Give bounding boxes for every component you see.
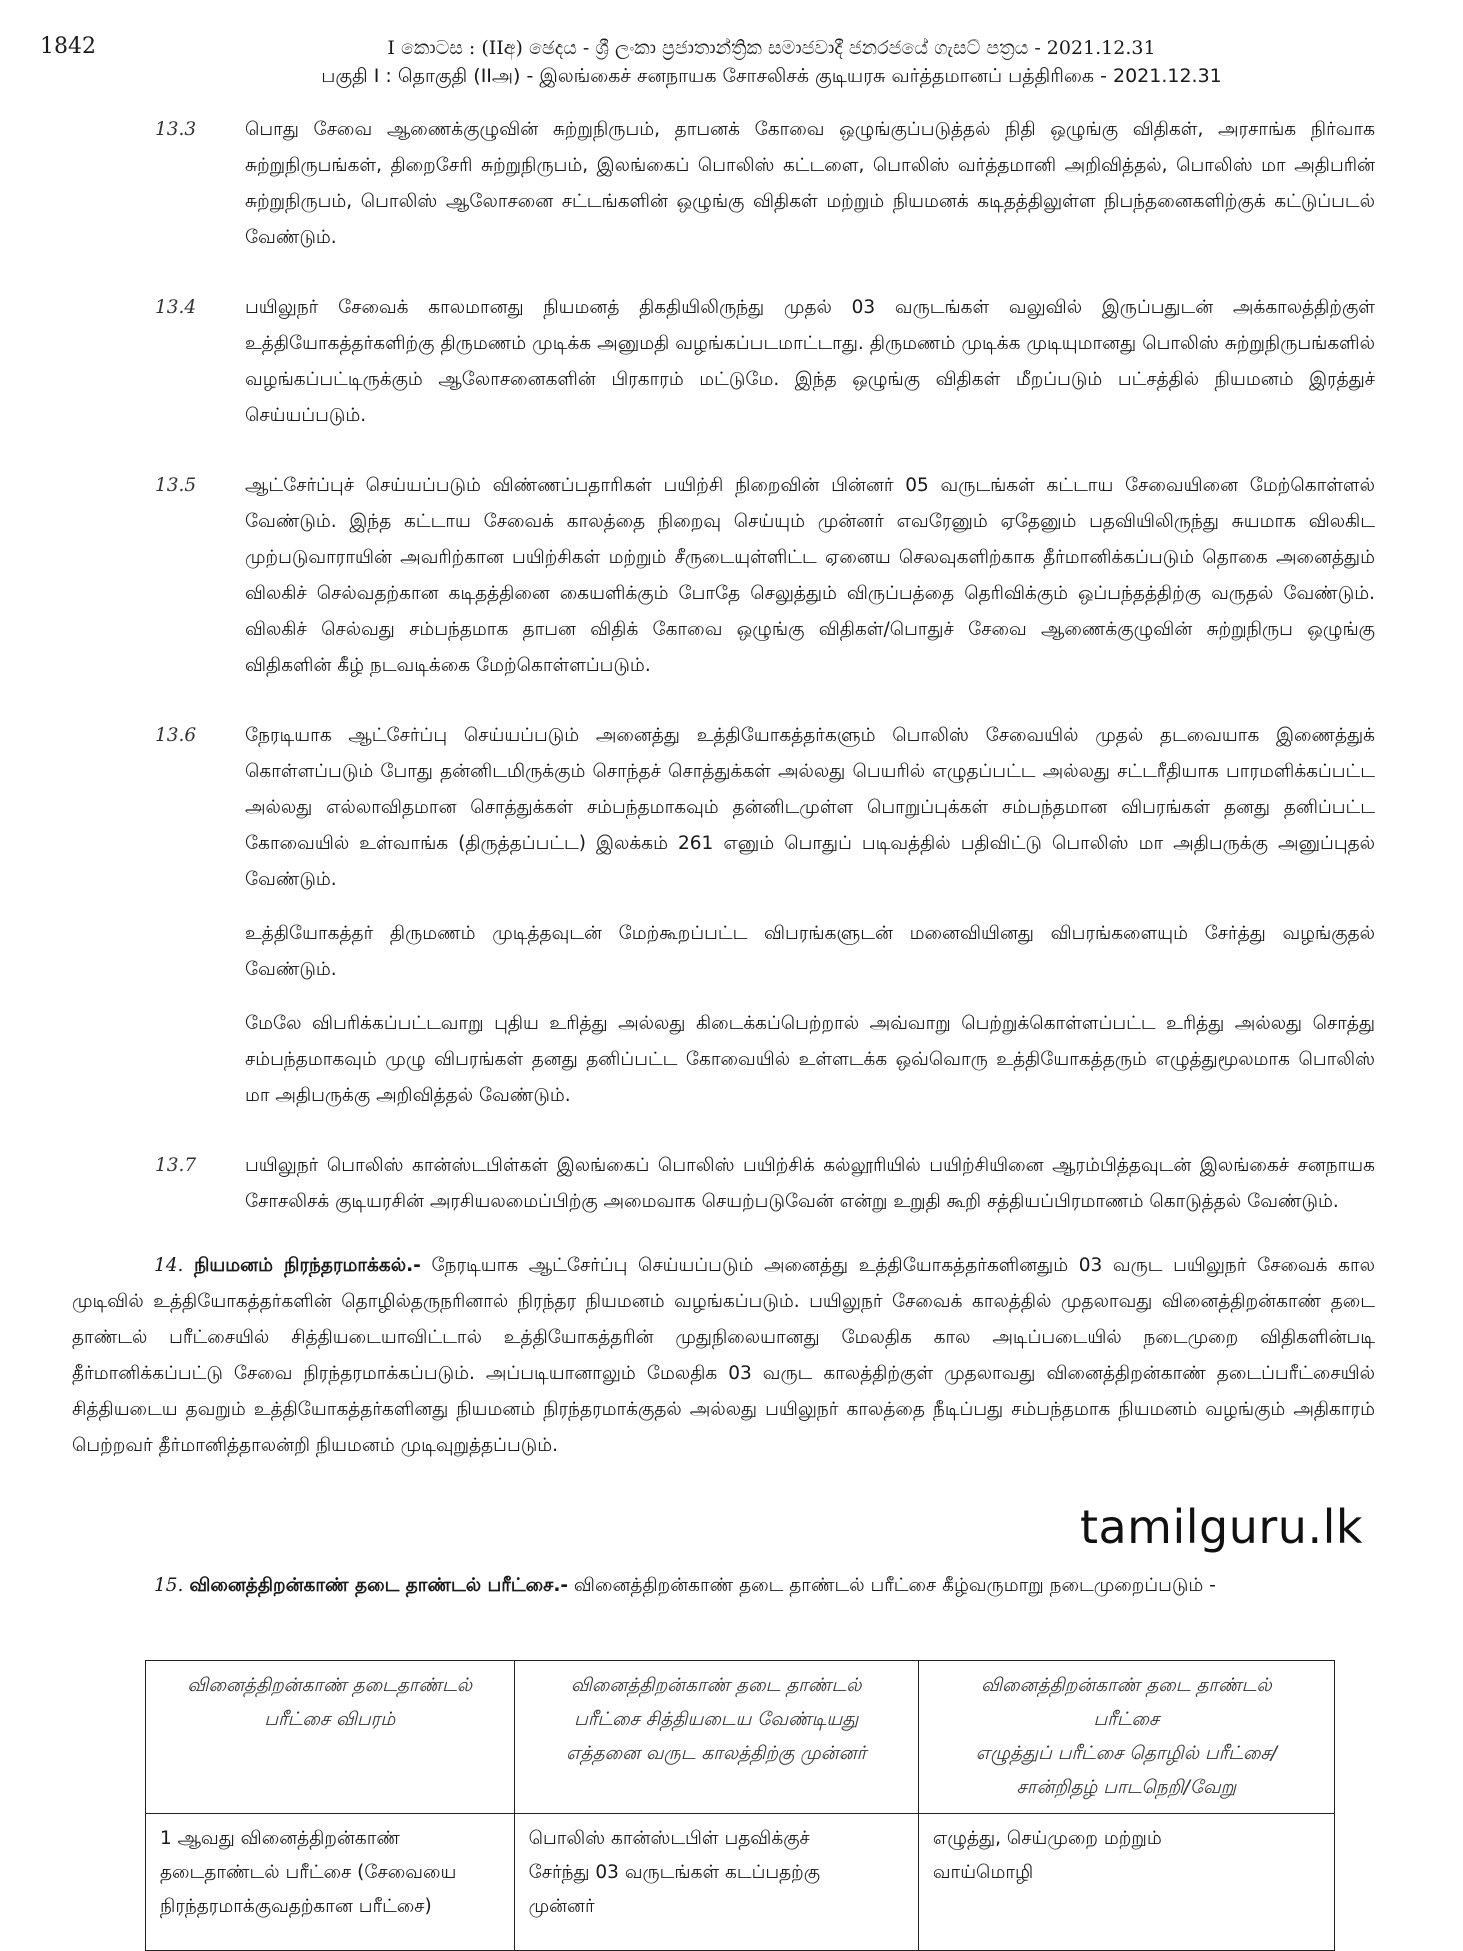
clause-number: 13.6 [155,725,197,746]
table-header-cell [514,1661,918,1814]
clauses-13 [155,112,1375,1220]
header-line: வினைத்திறன்காண் தடை தாண்டல் [570,1675,862,1696]
cell-line: வாய்மொழி [932,1862,1034,1883]
clause-13-6-paragraph-3: மேலே விபரிக்கப்பட்டவாறு புதிய உரித்து அல்லது கிடைக்கப்பெற்றால் அவ்வாறு பெற்றுக்கொள்ளப்பட்ட உரித்து அல்லது சொத்து சம்பந்தமாகவும் முழு விபரங்கள் தனது தனிப்பட்ட கோவையில் உள்ளடக்க ஒவ்வொரு உத்தியோகத்தரும் எழுத்துமூலமாக பொலிஸ் மா அதிபருக்கு அறிவித்தல் வேண்டும். [245,1013,1375,1106]
section-text: வினைத்திறன்காண் தடை தாண்டல் பரீட்சை கீழ்வருமாறு நடைமுறைப்படும் - [573,1575,1216,1596]
clause-13-6 [155,718,1375,898]
watermark: tamilguru.lk [1079,1500,1363,1554]
cell-line: 1 ஆவது வினைத்திறன்காண் [160,1828,400,1849]
section-title: நியமனம் நிரந்தரமாக்கல்.- [194,1255,421,1276]
clause-13-6-paragraph-2: உத்தியோகத்தர் திருமணம் முடித்தவுடன் மேற்கூறப்பட்ட விபரங்களுடன் மனைவியினது விபரங்களையும் சேர்த்து வழங்குதல் வேண்டும். [245,923,1375,980]
clause-text: பயிலுநர் பொலிஸ் கான்ஸ்டபிள்கள் இலங்கைப் பொலிஸ் பயிற்சிக் கல்லூரியில் பயிற்சியினை ஆரம்பித்தவுடன் இலங்கைச் சனநாயக சோசலிசக் குடியரசின் அரசியலமைப்பிற்கு அமைவாக செயற்படுவேன் என்று உறுதி கூறி சத்தியப்பிரமாணம் கொடுத்தல் வேண்டும். [245,1155,1375,1212]
clause-number: 13.5 [155,475,197,496]
efficiency-bar-exam-table [145,1660,1335,1951]
clause-13-5 [155,468,1375,684]
header-line: வினைத்திறன்காண் தடை தாண்டல் [981,1675,1272,1696]
header-sinhala-line: I කොටස : (IIඅ) ඡෙදය - ශ්‍රී ලංකා ප්‍රජාතාන්ත්‍රික සමාජවාදී ජනරජයේ ගැසට් පත්‍රය - 2021.12.31 [387,37,1156,59]
header-line: பரீட்சை சித்தியடைய வேண்டியது [574,1709,859,1730]
header-line: எழுத்துப் பரீட்சை தொழில் பரீட்சை/ [975,1743,1278,1764]
cell-line: தடைதாண்டல் பரீட்சை (சேவையை [160,1862,457,1883]
table-cell [918,1814,1334,1951]
header-line: எத்தனை வருட காலத்திற்கு முன்னர் [566,1743,867,1764]
header-line: பரீட்சை [1093,1709,1160,1730]
cell-line: எழுத்து, செய்முறை மற்றும் [932,1828,1162,1849]
table-header-cell [918,1661,1334,1814]
cell-line: பொலிஸ் கான்ஸ்டபிள் பதவிக்குச் [528,1828,810,1849]
clause-13-7 [155,1148,1375,1220]
section-15 [72,1568,1375,1604]
cell-line: நிரந்தரமாக்குவதற்கான பரீட்சை) [160,1896,432,1917]
page-number: 1842 [40,34,96,59]
clause-text: நேரடியாக ஆட்சேர்ப்பு செய்யப்படும் அனைத்து உத்தியோகத்தர்களும் பொலிஸ் சேவையில் முதல் தடவையாக இணைத்துக் கொள்ளப்படும் போது தன்னிடமிருக்கும் சொந்தச் சொத்துக்கள் அல்லது பெயரில் எழுதப்பட்ட அல்லது சட்டரீதியாக பாரமளிக்கப்பட்ட அல்லது எல்லாவிதமான சொத்துக்கள் சம்பந்தமாகவும் தன்னிடமுள்ள பொறுப்புக்கள் சம்பந்தமான விபரங்கள் தனது தனிப்பட்ட கோவையில் உள்வாங்க (திருத்தப்பட்ட) இலக்கம் 261 எனும் பொதுப் படிவத்தில் பதிவிட்டு பொலிஸ் மா அதிபருக்கு அனுப்புதல் வேண்டும். [245,725,1375,890]
cell-line: சேர்ந்து 03 வருடங்கள் கடப்பதற்கு [528,1862,821,1883]
header-line: வினைத்திறன்காண் தடைதாண்டல் [187,1675,473,1696]
clause-number: 13.7 [155,1155,197,1176]
table-cell [514,1814,918,1951]
clause-13-4 [155,290,1375,434]
page-header [40,34,1423,90]
clause-text: பொது சேவை ஆணைக்குழுவின் சுற்றுநிருபம், தாபனக் கோவை ஒழுங்குப்படுத்தல் நிதி ஒழுங்கு விதிகள், அரசாங்க நிர்வாக சுற்றுநிருபங்கள், திறைசேரி சுற்றுநிருபம், இலங்கைப் பொலிஸ் கட்டளை, பொலிஸ் வர்த்தமானி அறிவித்தல், பொலிஸ் மா அதிபரின் சுற்றுநிருபம், பொலிஸ் ஆலோசனை சட்டங்களின் ஒழுங்கு விதிகள் மற்றும் நியமனக் கடிதத்திலுள்ள நிபந்தனைகளிற்குக் கட்டுப்படல் வேண்டும். [245,119,1375,248]
clause-number: 13.3 [155,119,197,140]
section-number: 15. [154,1575,184,1596]
section-number: 14. [154,1255,184,1276]
cell-line: முன்னர் [528,1896,595,1917]
header-line: சான்றிதழ் பாடநெறி/வேறு [1016,1777,1237,1798]
table-header-row [146,1661,1335,1814]
table-cell [146,1814,515,1951]
section-title: வினைத்திறன்காண் தடை தாண்டல் பரீட்சை.- [189,1575,569,1596]
section-text: நேரடியாக ஆட்சேர்ப்பு செய்யப்படும் அனைத்து உத்தியோகத்தர்களினதும் 03 வருட பயிலுநர் சேவைக் கால முடிவில் உத்தியோகத்தர்களின் தொழில்தருநரினால் நிரந்தர நியமனம் வழங்கப்படும். பயிலுநர் சேவைக் காலத்தில் முதலாவது வினைத்திறன்காண் தடை தாண்டல் பரீட்சையில் சித்தியடையாவிட்டால் உத்தியோகத்தரின் முதுநிலையானது மேலதிக கால அடிப்படையில் நடைமுறை விதிகளின்படி தீர்மானிக்கப்பட்டு சேவை நிரந்தரமாக்கப்படும். அப்படியானாலும் மேலதிக 03 வருட காலத்திற்குள் முதலாவது வினைத்திறன்காண் தடைப்பரீட்சையில் சித்தியடைய தவறும் உத்தியோகத்தர்களினது நியமனம் நிரந்தரமாக்குதல் அல்லது பயிலுநர் காலத்தை நீடிப்பது சம்பந்தமாக நியமனம் வழங்கும் அதிகாரம் பெற்றவர் தீர்மானித்தாலன்றி நியமனம் முடிவுறுத்தப்படும். [72,1255,1375,1456]
clause-text: பயிலுநர் சேவைக் காலமானது நியமனத் திகதியிலிருந்து முதல் 03 வருடங்கள் வலுவில் இருப்பதுடன் அக்காலத்திற்குள் உத்தியோகத்தர்களிற்கு திருமணம் முடிக்க அனுமதி வழங்கப்படமாட்டாது. திருமணம் முடிக்க முடியுமானது பொலிஸ் சுற்றுநிருபங்களில் வழங்கப்பட்டிருக்கும் ஆலோசனைகளின் பிரகாரம் மட்டுமே. இந்த ஒழுங்கு விதிகள் மீறப்படும் பட்சத்தில் நியமனம் இரத்துச் செய்யப்படும். [245,297,1375,426]
section-14 [72,1248,1375,1464]
header-tamil-line: பகுதி I : தொகுதி (IIஅ) - இலங்கைச் சனநாயக சோசலிசக் குடியரசு வர்த்தமானப் பத்திரிகை - 2021.12.31 [321,65,1222,87]
table-row [146,1814,1335,1951]
table-header-cell [146,1661,515,1814]
clause-text: ஆட்சேர்ப்புச் செய்யப்படும் விண்ணப்பதாரிகள் பயிற்சி நிறைவின் பின்னர் 05 வருடங்கள் கட்டாய சேவையினை மேற்கொள்ளல் வேண்டும். இந்த கட்டாய சேவைக் காலத்தை நிறைவு செய்யும் முன்னர் எவரேனும் ஏதேனும் பதவியிலிருந்து சுயமாக விலகிட முற்படுவாராயின் அவரிற்கான பயிற்சிகள் மற்றும் சீருடையுள்ளிட்ட ஏனைய செலவுகளிற்காக தீர்மானிக்கப்படும் தொகை அனைத்தும் விலகிச் செல்வதற்கான கடிதத்தினை கையளிக்கும் போதே செலுத்தும் விருப்பத்தை தெரிவிக்கும் ஒப்பந்தத்திற்கு வருதல் வேண்டும். விலகிச் செல்வது சம்பந்தமாக தாபன விதிக் கோவை ஒழுங்கு விதிகள்/பொதுச் சேவை ஆணைக்குழுவின் சுற்றுநிருப ஒழுங்கு விதிகளின் கீழ் நடவடிக்கை மேற்கொள்ளப்படும். [245,475,1375,676]
clause-number: 13.4 [155,297,197,318]
clause-13-3 [155,112,1375,256]
header-line: பரீட்சை விபரம் [264,1709,396,1730]
